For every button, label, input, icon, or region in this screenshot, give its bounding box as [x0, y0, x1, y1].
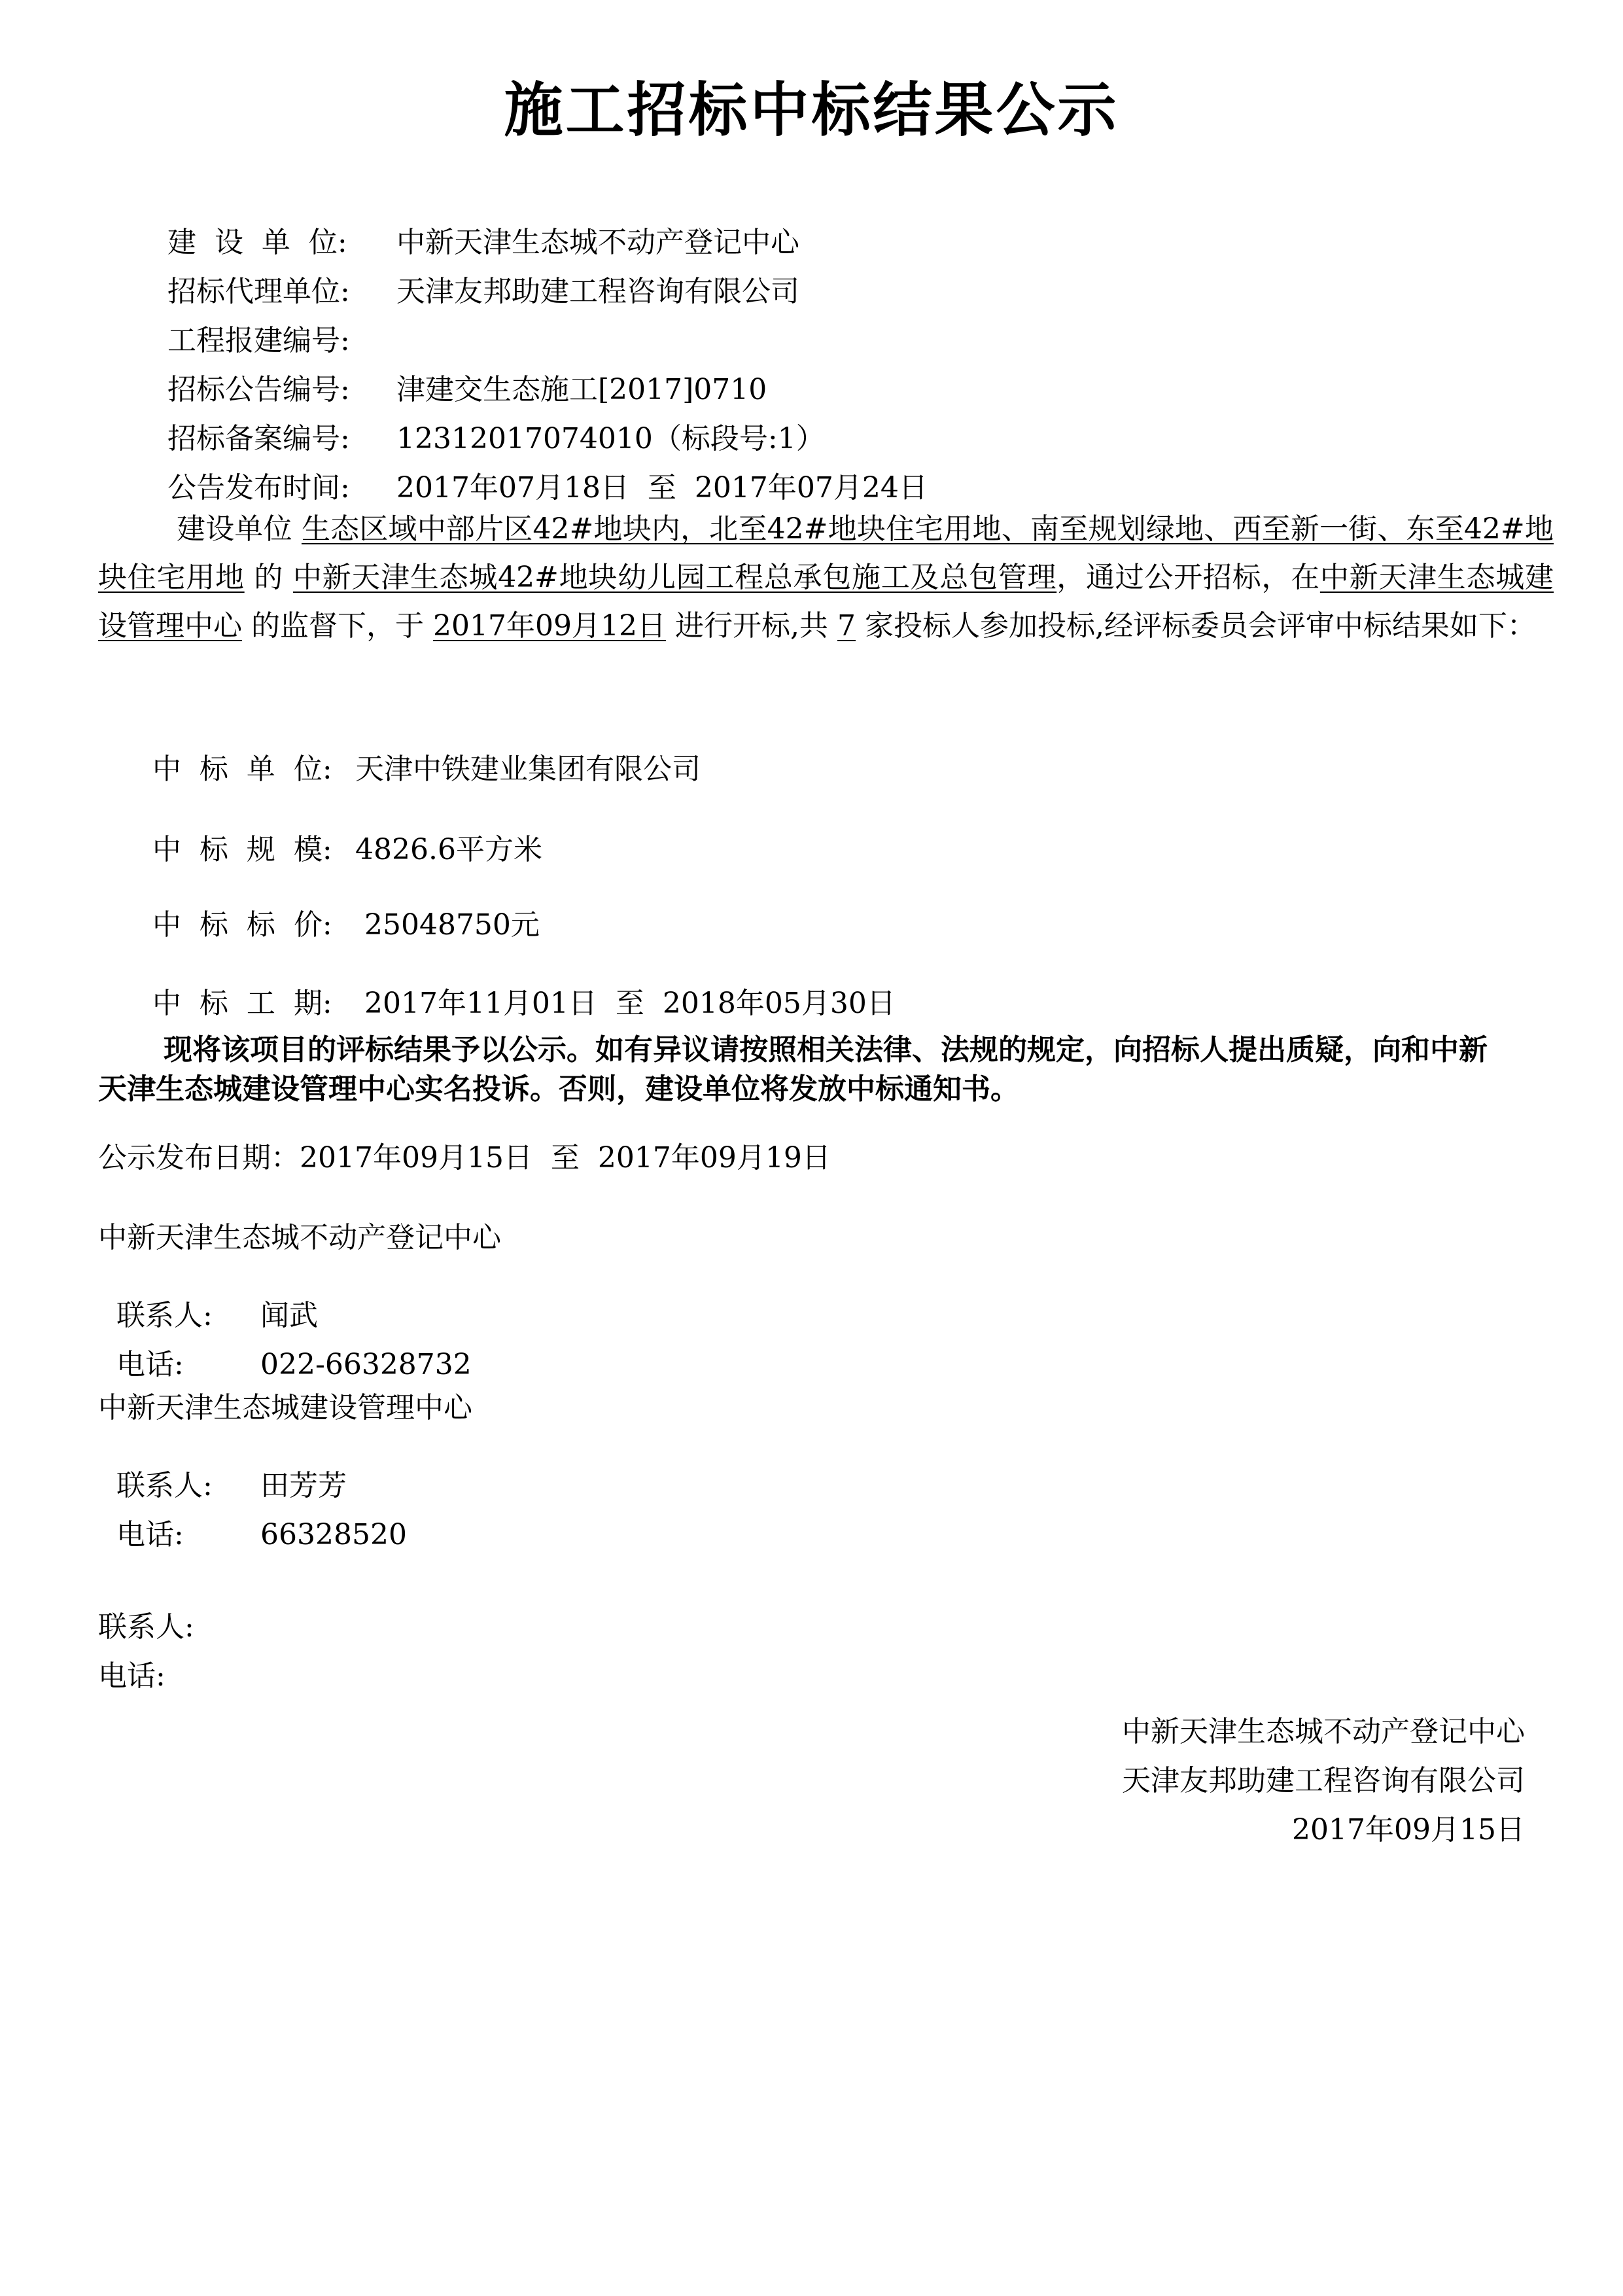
winner-price — [134, 882, 540, 940]
blank-contact-person: 联系人: — [98, 1610, 194, 1644]
winner-scale — [134, 807, 542, 864]
para-text: ，通过公开招标，在 — [1056, 561, 1320, 594]
info-value: 天津友邦助建工程咨询有限公司 — [396, 275, 799, 308]
notice-paragraph: 现将该项目的评标结果予以公示。如有异议请按照相关法律、法规的规定，向招标人提出质疑，向和中新天津生态城建设管理中心实名投诉。否则，建设单位将发放中标通知书。 — [98, 1033, 1488, 1106]
blank-contact-phone: 电话: — [98, 1659, 166, 1693]
info-value: 12312017074010（标段号:1） — [396, 422, 825, 455]
info-value: 2017年07月18日 至 2017年07月24日 — [396, 471, 928, 504]
contact-org-2: 中新天津生态城建设管理中心 — [98, 1391, 472, 1424]
contact-label: 联系人: — [116, 1299, 213, 1332]
contact-phone-2 — [98, 1492, 407, 1549]
signature-date: 2017年09月15日 — [1292, 1813, 1525, 1846]
contact-value: 田芳芳 — [260, 1469, 347, 1502]
winner-value: 天津中铁建业集团有限公司 — [355, 752, 701, 786]
contact-org-1: 中新天津生态城不动产登记中心 — [98, 1221, 501, 1254]
contact-label: 电话: — [116, 1518, 184, 1551]
info-label: 招标公告编号: — [167, 373, 350, 406]
project-name: 中新天津生态城42#地块幼儿园工程总承包施工及总包管理 — [292, 561, 1057, 594]
para-text: 建设单位 — [177, 512, 292, 546]
bid-open-date: 2017年09月12日 — [433, 609, 666, 643]
winner-label: 中 标 工 期: — [152, 987, 332, 1020]
contact-label: 联系人: — [116, 1469, 213, 1502]
bidder-count: 7 — [837, 609, 856, 643]
winner-value: 25048750元 — [355, 908, 540, 942]
page-title: 施工招标中标结果公示 — [504, 76, 1119, 145]
contact-value: 闻武 — [260, 1299, 318, 1332]
signature-org-2: 天津友邦助建工程咨询有限公司 — [1122, 1764, 1525, 1797]
info-label: 工程报建编号: — [167, 324, 350, 357]
supervisor-name: 中新天津生态城建设管理中心 — [98, 561, 1554, 643]
winner-label: 中 标 规 模: — [152, 833, 332, 866]
info-label: 招标备案编号: — [167, 422, 350, 455]
contact-phone-1 — [98, 1322, 472, 1379]
project-location: 生态区域中部片区42#地块内，北至42#地块住宅用地、南至规划绿地、西至新一街、东至42#地块住宅用地 — [98, 512, 1554, 594]
info-label: 建 设 单 位: — [167, 226, 347, 259]
info-publish-period — [149, 445, 928, 503]
para-text: 家投标人参加投标,经评标委员会评审中标结果如下： — [864, 609, 1536, 643]
info-label: 招标代理单位: — [167, 275, 350, 308]
contact-value: 66328520 — [260, 1518, 407, 1551]
para-text: 的 — [254, 561, 284, 594]
para-text: 进行开标,共 — [674, 609, 828, 643]
winner-company — [134, 726, 701, 784]
winner-value: 4826.6平方米 — [355, 833, 542, 866]
winner-value: 2017年11月01日 至 2018年05月30日 — [355, 987, 896, 1020]
winner-duration — [134, 961, 896, 1018]
winner-label: 中 标 标 价: — [152, 908, 332, 942]
info-value: 中新天津生态城不动产登记中心 — [396, 226, 799, 259]
info-label: 公告发布时间: — [167, 471, 350, 504]
contact-value: 022-66328732 — [260, 1348, 472, 1381]
para-text: 的监督下，于 — [251, 609, 424, 643]
winner-label: 中 标 单 位: — [152, 752, 332, 786]
contact-label: 电话: — [116, 1348, 184, 1381]
info-value: 津建交生态施工[2017]0710 — [396, 373, 767, 406]
result-paragraph — [98, 505, 1554, 650]
publish-date: 公示发布日期：2017年09月15日 至 2017年09月19日 — [98, 1141, 831, 1174]
signature-org-1: 中新天津生态城不动产登记中心 — [1122, 1715, 1525, 1748]
